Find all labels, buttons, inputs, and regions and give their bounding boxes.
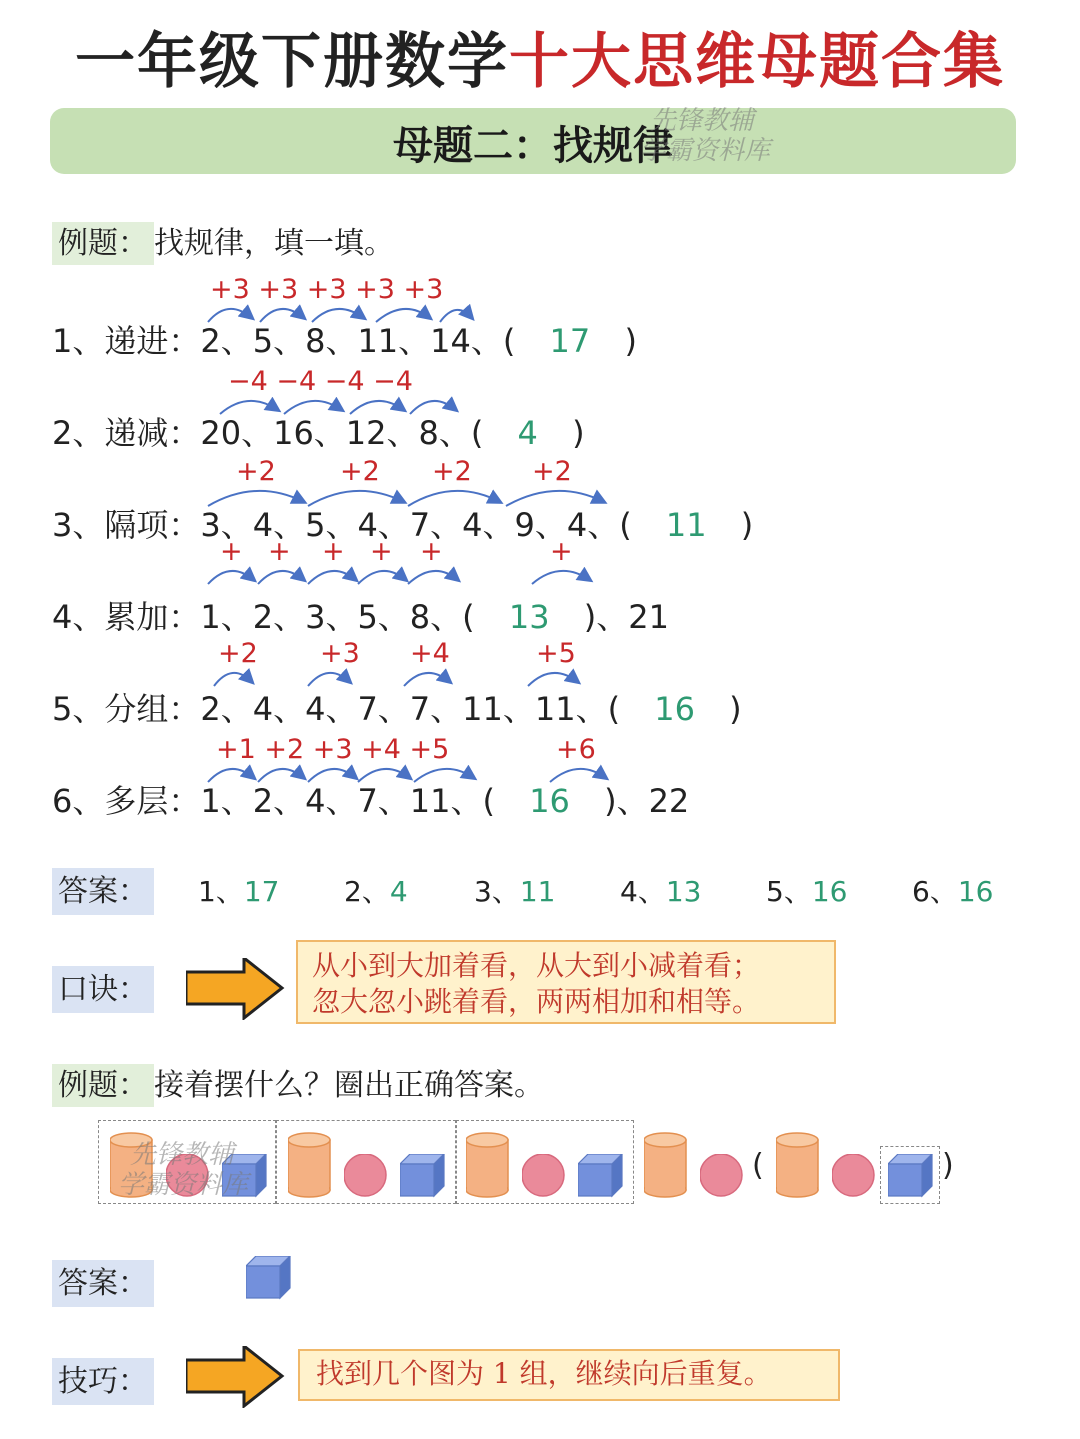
answer-num: 6、 [912,875,958,908]
row4-op: + [370,536,393,567]
example2-heading [52,1060,544,1104]
answer-item-2 [344,870,408,910]
cube-icon [578,1154,624,1198]
row-answer: 17 [549,322,591,360]
paren-open: ( [752,1148,764,1183]
orange-arrow-icon [186,958,286,1020]
row-answer: 11 [665,506,707,544]
row-text: 5、分组：2、4、4、7、7、11、11、( [52,690,621,728]
row-answer: 13 [508,598,550,636]
answer-value: 16 [957,875,994,908]
orange-arrow-icon [186,1346,286,1408]
mnemonic-label-wrap [52,964,154,1008]
row4-op: + [322,536,345,567]
cube-icon [246,1256,292,1300]
mnemonic-line: 忽大忽小跳着看，两两相加和相等。 [312,985,761,1018]
row-tail: ) [572,414,585,452]
row6-op: +6 [556,734,596,765]
row2-ops: −4 −4 −4 −4 [228,366,413,397]
row-answer: 4 [517,414,538,452]
row3-op: +2 [432,456,472,487]
row2 [52,408,585,454]
answer-item-1 [198,870,279,910]
sphere-icon [832,1154,876,1198]
row1-ops: +3 +3 +3 +3 +3 [210,274,444,305]
watermark-line: 先锋教辅 [130,1140,235,1170]
row-text: 4、累加：1、2、3、5、8、( [52,598,475,636]
row3-op: +2 [236,456,276,487]
row-tail: ) [740,506,754,544]
sphere-icon [700,1154,744,1198]
row4-op: + [550,536,573,567]
answer-item-5 [766,870,847,910]
example-text: 找规律，填一填。 [154,226,394,261]
watermark-line: 学霸资料库 [118,1170,249,1200]
cylinder-icon [466,1132,510,1200]
tip-label: 技巧： [52,1358,154,1405]
row3-op: +2 [532,456,572,487]
row4-op: + [420,536,443,567]
cylinder-icon [776,1132,820,1200]
row-tail: ) [729,690,742,728]
row-answer: 16 [654,690,695,728]
example-label: 例题： [52,222,154,265]
mnemonic-box [296,940,836,1024]
answer-item-3 [474,870,555,910]
answer2-label: 答案： [52,1260,154,1307]
answer2-label-wrap [52,1258,154,1302]
answer-value: 13 [665,875,702,908]
row-tail: )、21 [583,598,669,636]
sphere-icon [344,1154,388,1198]
answer-value: 11 [519,875,556,908]
row5-op: +5 [536,638,576,669]
row-tail: ) [624,322,637,360]
mnemonic-label: 口诀： [52,966,154,1013]
row-tail: )、22 [604,782,690,820]
watermark-top [640,106,770,166]
page-title [0,14,1080,100]
row-text: 6、多层：1、2、4、7、11、( [52,782,496,820]
row6-ops: +1 +2 +3 +4 +5 [216,734,450,765]
answers-label-wrap [52,866,154,910]
row5-op: +2 [218,638,258,669]
answer-item-6 [912,870,993,910]
example-label: 例题： [52,1064,154,1107]
cube-icon [888,1154,934,1198]
row1 [52,316,637,362]
row-text: 1、递进：2、5、8、11、14、( [52,322,516,360]
answer-item-4 [620,870,701,910]
answer-num: 2、 [344,875,390,908]
title-black: 一年级下册数学 [75,27,509,97]
title-red: 十大思维母题合集 [509,27,1005,97]
cylinder-icon [288,1132,332,1200]
sphere-icon [522,1154,566,1198]
cube-icon [400,1154,446,1198]
row3-op: +2 [340,456,380,487]
row5 [52,684,742,730]
answer-num: 4、 [620,875,666,908]
row4 [52,592,669,638]
row-text: 2、递减：20、16、12、8、( [52,414,484,452]
cylinder-icon [644,1132,688,1200]
row4-op: + [268,536,291,567]
answers-label: 答案： [52,868,154,915]
row4-arcs [200,558,600,588]
answer-num: 5、 [766,875,812,908]
row-answer: 16 [529,782,570,820]
answer-value: 16 [811,875,848,908]
tip-box: 找到几个图为 1 组，继续向后重复。 [298,1349,840,1401]
example-text: 接着摆什么？圈出正确答案。 [154,1068,544,1103]
watermark-line: 学霸资料库 [640,136,771,166]
row5-op: +3 [320,638,360,669]
paren-close: ) [942,1148,954,1183]
row-text: 3、隔项：3、4、5、4、7、4、9、4、( [52,506,632,544]
watermark-bottom [118,1140,248,1200]
answer-value: 17 [243,875,280,908]
answer-num: 3、 [474,875,520,908]
mnemonic-line: 从小到大加着看，从大到小减着看； [312,949,761,982]
banner-title: 母题二：找规律 [393,122,673,169]
answer-value: 4 [389,875,408,908]
row6 [52,776,689,822]
row4-op: + [220,536,243,567]
row3 [52,500,753,546]
tip-label-wrap [52,1356,154,1400]
answer-num: 1、 [198,875,244,908]
watermark-line: 先锋教辅 [650,106,755,136]
example1-heading [52,218,394,262]
row5-op: +4 [410,638,450,669]
